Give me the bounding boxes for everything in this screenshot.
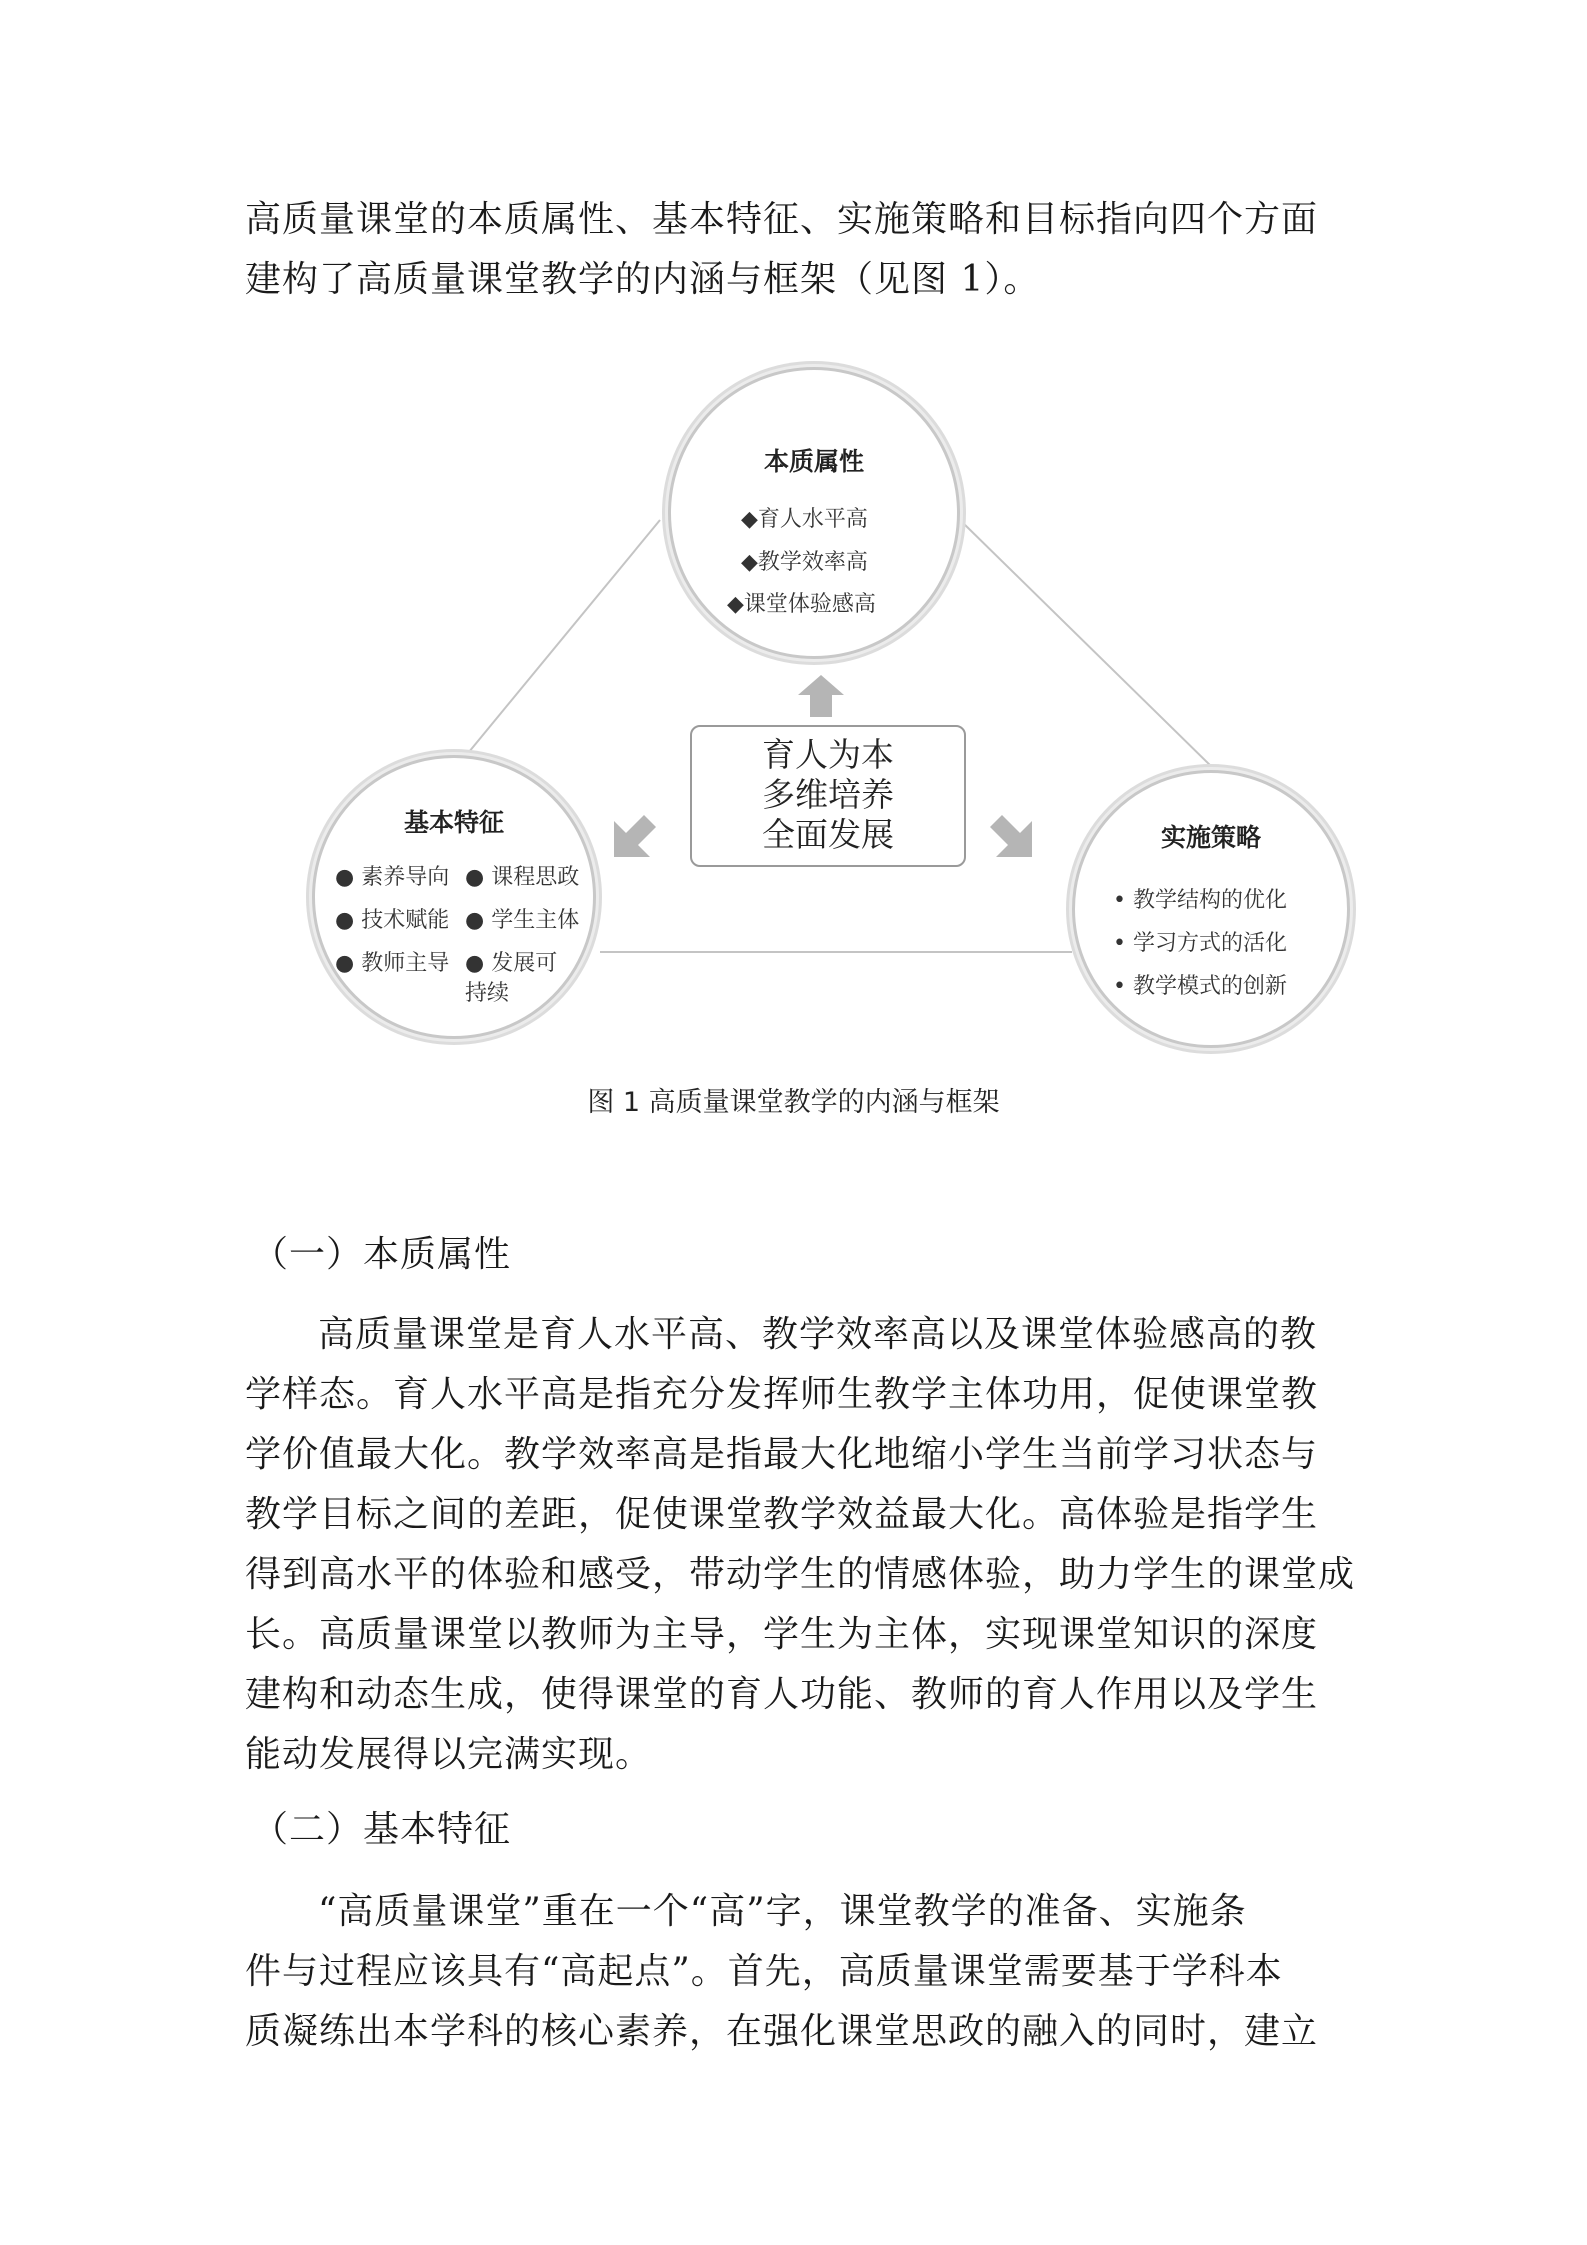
circle-item: ● 发展可 <box>465 951 558 976</box>
center-goal-line: 育人为本 <box>762 735 894 774</box>
circle-title: 本质属性 <box>763 447 864 476</box>
circle-item: ● 学生主体 <box>465 908 580 933</box>
paragraph-line: 教学目标之间的差距，促使课堂教学效益最大化。高体验是指学生 <box>245 1494 1319 1535</box>
intro-line: 高质量课堂的本质属性、基本特征、实施策略和目标指向四个方面 <box>245 199 1319 240</box>
circle-essence <box>668 367 960 659</box>
framework-diagram <box>300 355 1300 1075</box>
section-heading: （一）本质属性 <box>252 1234 512 1275</box>
arrow-up-icon <box>796 673 846 719</box>
circle-item: ◆课堂体验感高 <box>727 592 876 617</box>
circle-strategies <box>1072 770 1350 1048</box>
circle-title: 基本特征 <box>403 808 504 837</box>
center-goal-line: 全面发展 <box>762 815 894 854</box>
paragraph-line: 能动发展得以完满实现。 <box>245 1734 653 1775</box>
circle-features <box>312 755 596 1039</box>
circle-item: ● 技术赋能 <box>335 908 450 933</box>
section-heading: （二）基本特征 <box>252 1809 512 1850</box>
arrow-down-right-icon <box>980 805 1036 861</box>
circle-item: ● 课程思政 <box>465 865 580 890</box>
paragraph-line: 建构和动态生成，使得课堂的育人功能、教师的育人作用以及学生 <box>245 1674 1319 1715</box>
paragraph-line: 高质量课堂是育人水平高、教学效率高以及课堂体验感高的教 <box>318 1314 1318 1355</box>
arrow-down-left-icon <box>610 805 666 861</box>
center-goal-box <box>690 725 966 867</box>
paragraph-line: 学样态。育人水平高是指充分发挥师生教学主体功用，促使课堂教 <box>245 1374 1319 1415</box>
connector-top-right <box>960 520 1215 770</box>
paragraph-line: 质凝练出本学科的核心素养，在强化课堂思政的融入的同时，建立 <box>245 2011 1319 2052</box>
circle-item: ● 素养导向 <box>335 865 450 890</box>
circle-item: ◆育人水平高 <box>741 507 868 532</box>
connector-top-left <box>450 520 660 775</box>
circle-item: • 教学模式的创新 <box>1113 974 1287 999</box>
paragraph-line: “高质量课堂”重在一个“高”字，课堂教学的准备、实施条 <box>318 1891 1247 1932</box>
paragraph-line: 得到高水平的体验和感受，带动学生的情感体验，助力学生的课堂成 <box>245 1554 1356 1595</box>
paragraph-line: 件与过程应该具有“高起点”。首先，高质量课堂需要基于学科本 <box>245 1951 1283 1992</box>
circle-item: 持续 <box>465 981 510 1006</box>
circle-title: 实施策略 <box>1160 823 1261 852</box>
figure-caption: 图 1 高质量课堂教学的内涵与框架 <box>587 1087 1000 1118</box>
center-goal-line: 多维培养 <box>762 775 894 814</box>
paragraph-line: 长。高质量课堂以教师为主导，学生为主体，实现课堂知识的深度 <box>245 1614 1319 1655</box>
circle-item: • 教学结构的优化 <box>1113 888 1287 913</box>
circle-item: • 学习方式的活化 <box>1113 931 1287 956</box>
circle-item: ● 教师主导 <box>335 951 450 976</box>
circle-item: ◆教学效率高 <box>741 550 868 575</box>
intro-line: 建构了高质量课堂教学的内涵与框架（见图 1）。 <box>245 259 1041 300</box>
paragraph-line: 学价值最大化。教学效率高是指最大化地缩小学生当前学习状态与 <box>245 1434 1319 1475</box>
